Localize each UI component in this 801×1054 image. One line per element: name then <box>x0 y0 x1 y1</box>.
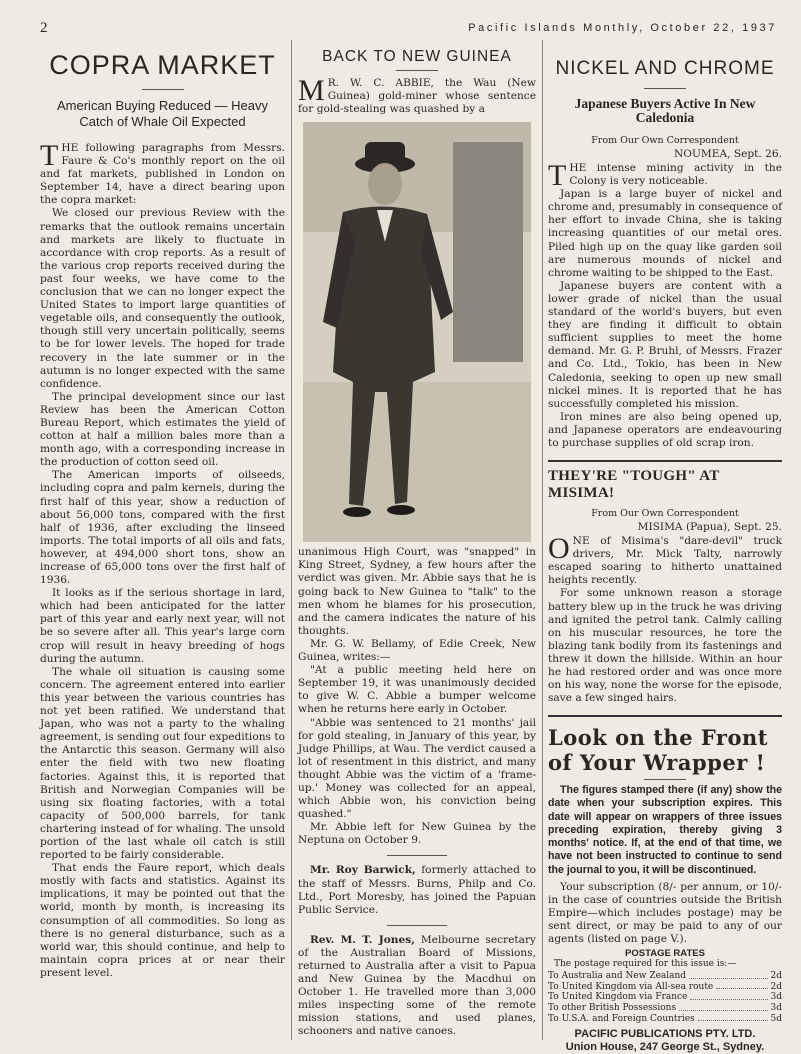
guinea-paragraph: Mr. G. W. Bellamy, of Edie Creek, New Guinea, writes:— <box>298 637 536 664</box>
copra-paragraph: We closed our previous Review with the remarks that the outlook remains uncertain and markets are likely to fluctuate in accordance with crop reports. As a result of the various crop reports received during the past four weeks, we have come to the conclusion that we can no longer expect the United States to import large quantities of vegetable oils, and consequently the outlook, though still very uncertain politically, seems to be for lower levels. The hoped for trade recovery in the late summer or in the autumn is no longer expected with the same confidence. <box>40 207 285 390</box>
misima-paragraph: For some unknown reason a storage battery blew up in the truck he was driving and ignited the petrol tank. Calmly calling on his muscular resources, he tore the blazing tank bodily from its fastenings and threw it down the hillside. Within an hour he had restored order and was once more on his way, none the worse for the episode, save a few singed hairs. <box>548 587 782 705</box>
drop-cap: T <box>40 139 59 172</box>
correspondent-line: From Our Own Correspondent <box>591 508 739 520</box>
postage-rate-row <box>548 971 782 982</box>
copra-title: COPRA MARKET <box>49 50 276 80</box>
dateline: NOUMEA, Sept. 26. <box>674 148 782 160</box>
postage-rate-row <box>548 982 782 993</box>
column-divider <box>291 40 292 1040</box>
drop-cap: O <box>548 532 570 566</box>
rate-price: 5d <box>770 1013 782 1024</box>
rate-destination: To U.S.A. and Foreign Countries <box>548 1013 695 1024</box>
wrapper-notice: The figures stamped there (if any) show the date when your subscription expires. This date will appear on wrappers of three issues preceding expiration, thereby giving 3 months' notice. If, at the end of that time, we have not been instructed to continue to send the journal to you, it will be discontinued. <box>548 784 782 876</box>
drop-cap: T <box>548 159 567 192</box>
divider <box>548 715 782 717</box>
page-header <box>0 8 801 36</box>
postage-rate-row <box>548 1014 782 1025</box>
divider <box>396 70 438 71</box>
postage-subtitle: The postage required for this issue is:— <box>554 959 737 970</box>
copra-paragraph: The principal development since our last Review has been the American Cotton Bureau Report, which estimates the yield of cotton at half a million bales more than a month ago, with a corresponding increase in the production of cotton seed oil. <box>40 390 285 469</box>
rate-destination: To Australia and New Zealand <box>548 971 687 982</box>
drop-cap: M <box>298 74 325 107</box>
dot-leader <box>689 971 767 979</box>
guinea-paragraph: "At a public meeting held here on September 19, it was unanimously decided to give W. C. Abbie a bumper welcome when he returns here early in October. <box>298 664 536 716</box>
publisher-name: PACIFIC PUBLICATIONS PTY. LTD. <box>574 1028 756 1041</box>
dateline: MISIMA (Papua), Sept. 25. <box>637 521 782 534</box>
dot-leader <box>716 982 767 990</box>
barwick-note: Mr. Roy Barwick, formerly attached to the staff of Messrs. Burns, Philp and Co. Ltd., Port Moresby, has joined the Papuan Public Service. <box>298 864 536 916</box>
page-number: 2 <box>40 20 48 36</box>
copra-paragraph: THE following paragraphs from Messrs. Faure & Co's monthly report on the oil and fat markets, published in London on September 14, have a direct bearing upon the copra market: <box>40 139 285 207</box>
guinea-article <box>298 44 536 1039</box>
jones-note: Rev. M. T. Jones, Melbourne secretary of the Australian Board of Missions, returned to Australia after a visit to Papua and New Guinea by the Macdhui on October 1. He travelled more than 3,000 miles inspecting some of the remote mission stations, and used planes, schooners and native canoes. <box>298 933 536 1038</box>
man-walking-photo-icon <box>303 122 531 542</box>
rate-price: 2d <box>770 971 782 982</box>
postage-rate-row <box>548 1003 782 1014</box>
copra-paragraph: It looks as if the serious shortage in lard, which had been anticipated for the latter part of this year and early next year, will not be so severe after all. This year's large corn crop will result in heavy breeding of hogs during the autumn. <box>40 587 285 665</box>
nickel-title: NICKEL AND CHROME <box>555 58 775 79</box>
divider <box>644 779 686 780</box>
guinea-paragraph: "Abbie was sentenced to 21 months' jail for gold stealing, in January of this year, by Judge Phillips, at Wau. The verdict caused a lot of resentment in this district, and many thought Abbie was the victim of a 'frame-up.' Money was collected for an appeal, which Abbie won, his conviction being quashed." <box>298 716 536 821</box>
postage-rates-list <box>548 971 782 1024</box>
copra-paragraph: The whale oil situation is causing some concern. The agreement entered into earlier this year between the various countries has not yet been ratified. We understand that Japan, who was not a party to the whaling agreement, is sending out four expeditions to the Antarctic this season. Germany will also enter the field with two new floating factories. Against this, it is reported that British and Norwegian Companies will be using six floating factories, with a total capacity of 500,000 barrels, for tank chartering instead of for whaling. The unsold portion of the last whale oil catch is still reported to be fairly considerable. <box>40 665 285 862</box>
misima-title: THEY'RE "TOUGH" AT MISIMA! <box>548 468 720 502</box>
dot-leader <box>679 1003 767 1011</box>
publisher-address: Union House, 247 George St., Sydney. <box>565 1041 765 1054</box>
wrapper-title: Look on the Front of Your Wrapper ! <box>548 725 768 776</box>
postage-rate-row <box>548 992 782 1003</box>
guinea-paragraph: unanimous High Court, was "snapped" in King Street, Sydney, a few hours after the verdict was given. Mr. Abbie says that he is going back to New Guinea to "talk" to the men whom he blames for his prosecution, and the camera indicates the nature of his thoughts. <box>298 546 536 637</box>
rate-price: 2d <box>770 981 782 992</box>
copra-paragraph: That ends the Faure report, which deals mostly with facts and statistics. Against its implications, it may be pointed out that the world, month by month, is increasing its consumption of all commodities. So long as there is no general disturbance, such as a world war, this should continue, and help to maintain copra prices at or near their present level. <box>40 862 285 979</box>
column-divider <box>542 40 543 1040</box>
journal-title: Pacific Islands Monthly, October 22, 1937 <box>468 22 777 34</box>
postage-title: POSTAGE RATES <box>625 948 705 960</box>
divider <box>142 89 184 90</box>
copra-subtitle: American Buying Reduced — Heavy Catch of Whale Oil Expected <box>57 98 268 129</box>
nickel-paragraph: Iron mines are also being opened up, and Japanese operators are endeavouring to purchase supplies of old scrap iron. <box>548 410 782 449</box>
rate-price: 3d <box>770 1002 782 1013</box>
rate-destination: To United Kingdom via All-sea route <box>548 981 714 992</box>
rate-price: 3d <box>770 992 782 1003</box>
guinea-paragraph: M R. W. C. ABBIE, the Wau (New Guinea) gold-miner whose sentence for gold-stealing was quashed by a <box>298 74 536 116</box>
misima-paragraph: ONE of Misima's "dare-devil" truck drivers, Mr. Mick Talty, narrowly escaped soaring to hitherto unattained heights recently. <box>548 532 782 587</box>
copra-paragraph: The American imports of oilseeds, including copra and palm kernels, during the first half of this year, show a reduction of about 56,000 tons, compared with the first half of 1936, after excluding the linseed imports. The total imports of all oils and fats, however, at 494,000 short tons, show an increase of 65,000 tons over the first half of 1936. <box>40 469 285 587</box>
divider <box>644 88 686 89</box>
subscription-paragraph: Your subscription (8/- per annum, or 10/- in the case of countries outside the British Empire—which includes postage) may be sent direct, or may be paid to any of our agents (listed on page V.). <box>548 880 782 946</box>
rate-destination: To other British Possessions <box>548 1002 677 1013</box>
rate-destination: To United Kingdom via France <box>548 992 688 1003</box>
nickel-paragraph: THE intense mining activity in the Colony is very noticeable. <box>548 159 782 192</box>
divider <box>548 460 782 462</box>
nickel-paragraph: Japan is a large buyer of nickel and chrome and, presumably in consequence of her effort to invade China, she is taking increasing quantities of our metal ores. Piled high up on the quay like garden soil are numerous mounds of nickel and chrome waiting to be shipped to the East. <box>548 188 782 279</box>
divider <box>387 855 447 856</box>
right-column <box>548 44 782 1054</box>
abbie-photo <box>303 122 531 542</box>
dot-leader <box>690 992 767 1000</box>
correspondent-line: From Our Own Correspondent <box>591 135 739 146</box>
guinea-title: BACK TO NEW GUINEA <box>322 48 512 65</box>
guinea-paragraph: Mr. Abbie left for New Guinea by the Neptuna on October 9. <box>298 821 536 847</box>
dot-leader <box>698 1014 768 1022</box>
nickel-paragraph: Japanese buyers are content with a lower grade of nickel than the usual standard of the world's buyers, but even they are finding it difficult to obtain sufficient supplies to meet the home demand. Mr. G. P. Bruhl, of Messrs. Frazer and Co. Ltd., Tokio, has been in New Caledonia, seeking to open up new small nickel mines. It is reported that he has successfully completed his mission. <box>548 279 782 410</box>
copra-article <box>40 44 285 980</box>
divider <box>387 925 447 926</box>
nickel-subtitle: Japanese Buyers Active In New Caledonia <box>574 96 756 125</box>
